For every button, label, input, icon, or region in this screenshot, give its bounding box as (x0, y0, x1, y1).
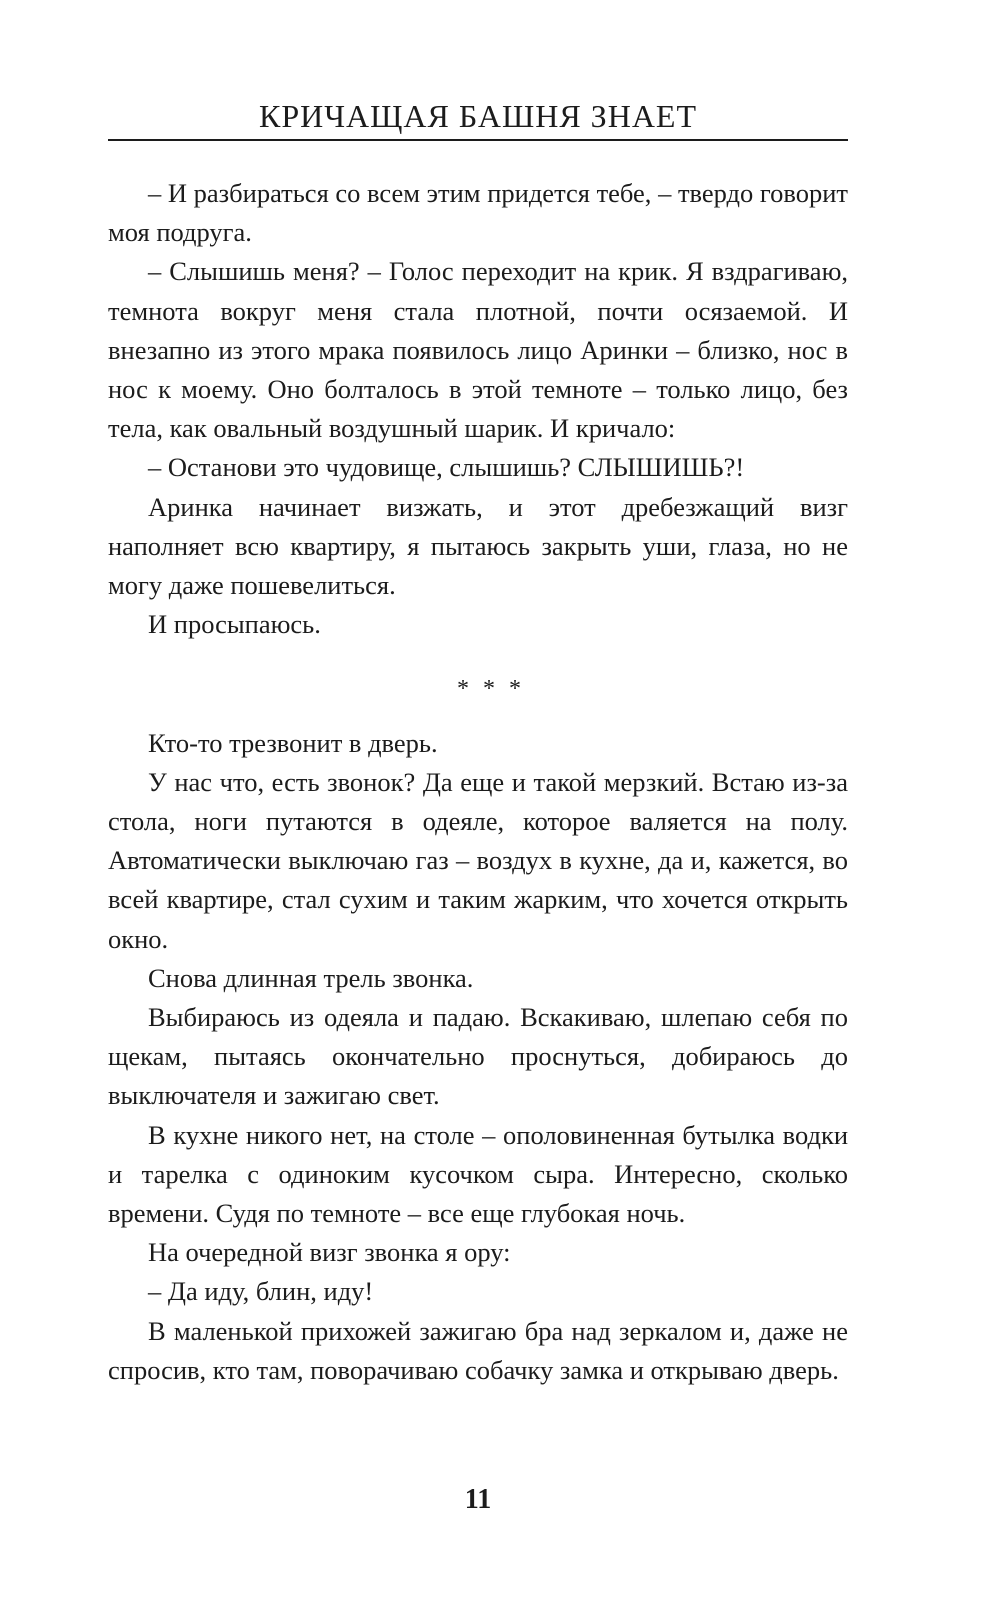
paragraph: – И разбираться со всем этим придется тебе, – твердо говорит моя подруга. (108, 178, 848, 248)
paragraph: Аринка начинает визжать, и этот дребезжащий визг наполняет всю квартиру, я пытаюсь закрыть уши, глаза, но не могу даже пошевелиться. (108, 491, 848, 601)
section-break-asterism: * * * (457, 676, 525, 703)
paragraph: У нас что, есть звонок? Да еще и такой мерзкий. Встаю из-за стола, ноги путаются в одеяле, которое валяется на полу. Автоматически выключаю газ – воздух в кухне, да и, кажется, во всей квартире, стал сухим и таким жарким, что хочется открыть окно. (108, 766, 848, 954)
paragraph: – Останови это чудовище, слышишь? СЛЫШИШЬ?! (148, 452, 745, 483)
paragraph: На очередной визг звонка я ору: (148, 1237, 511, 1268)
paragraph: И просыпаюсь. (148, 609, 321, 640)
paragraph: – Да иду, блин, иду! (148, 1276, 374, 1307)
body-text (108, 174, 848, 1390)
paragraph: Кто-то трезвонит в дверь. (148, 727, 438, 758)
paragraph: В кухне никого нет, на столе – ополовиненная бутылка водки и тарелка с одиноким кусочком сыра. Интересно, сколько времени. Судя по темноте – все еще глубокая ночь. (108, 1119, 848, 1229)
paragraph: Снова длинная трель звонка. (148, 962, 474, 993)
page-number: 11 (464, 1484, 492, 1515)
paragraph: Выбираюсь из одеяла и падаю. Вскакиваю, шлепаю себя по щекам, пытаясь окончательно проснуться, добираюсь до выключателя и зажигаю свет. (108, 1002, 848, 1111)
header-rule (108, 139, 848, 141)
paragraph: – Слышишь меня? – Голос переходит на крик. Я вздрагиваю, темнота вокруг меня стала плотной, почти осязаемой. И внезапно из этого мрака появилось лицо Аринки – близко, нос в нос к моему. Оно болталось в этой темноте – только лицо, без тела, как овальный воздушный шарик. И кричало: (108, 256, 848, 444)
running-head: КРИЧАЩАЯ БАШНЯ ЗНАЕТ (258, 98, 698, 134)
paragraph: В маленькой прихожей зажигаю бра над зеркалом и, даже не спросив, кто там, поворачиваю собачку замка и открываю дверь. (108, 1315, 848, 1385)
